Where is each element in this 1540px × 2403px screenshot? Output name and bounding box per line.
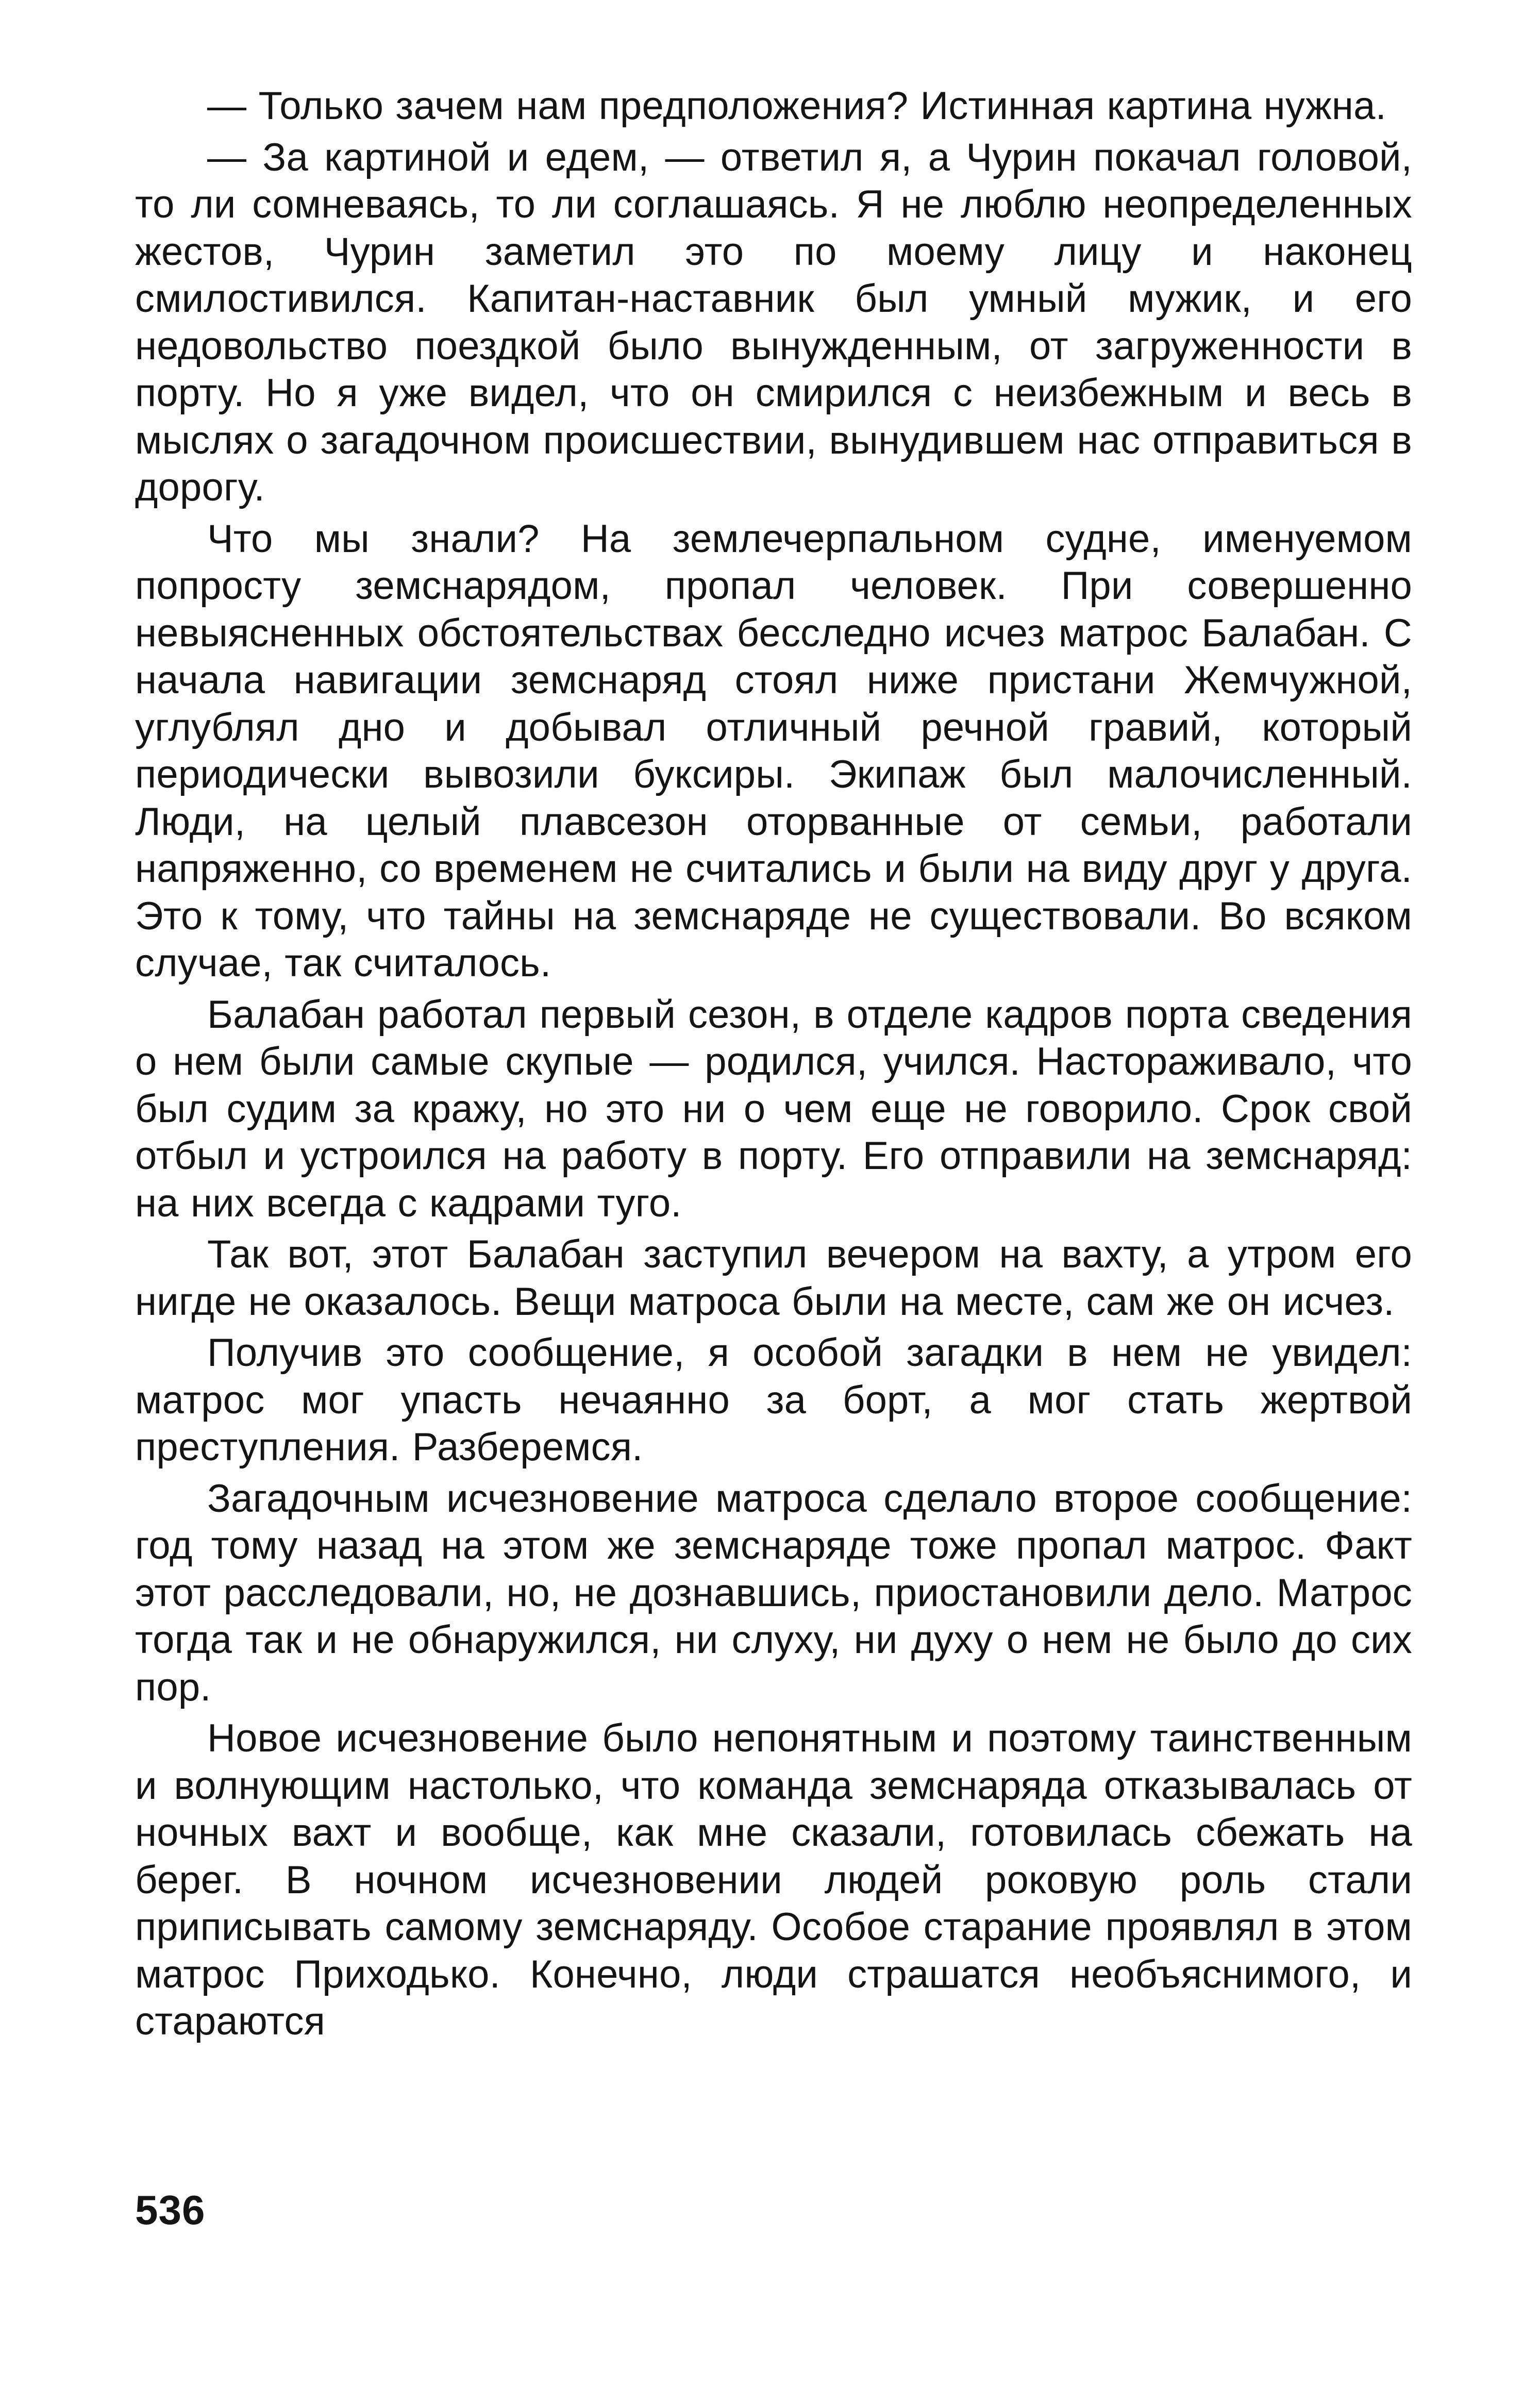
paragraph: Загадочным исчезновение матроса сделало второе сообщение: год тому назад на этом же земснаряде тоже пропал матрос. Факт этот расследовали, но, не дознавшись, приостановили дело. Матрос тогда так и не обнаружился, ни слуху, ни духу о нем не было до сих пор. xyxy=(135,1476,1412,1709)
paragraph: Так вот, этот Балабан заступил вечером на вахту, а утром его нигде не оказалось. Вещи матроса были на месте, сам же он исчез. xyxy=(135,1232,1412,1324)
body-text xyxy=(135,82,1412,2045)
paragraph: — За картиной и едем, — ответил я, а Чурин покачал головой, то ли сомневаясь, то ли соглашаясь. Я не люблю неопределенных жестов, Чурин заметил это по моему лицу и наконец смилостивился. Капитан-наставник был умный мужик, и его недовольство поездкой было вынужденным, от загруженности в порту. Но я уже видел, что он смирился с неизбежным и весь в мыслях о загадочном происшествии, вынудившем нас отправиться в дорогу. xyxy=(135,135,1412,509)
paragraph: Что мы знали? На землечерпальном судне, именуемом попросту земснарядом, пропал человек. При совершенно невыясненных обстоятельствах бесследно исчез матрос Балабан. С начала навигации земснаряд стоял ниже пристани Жемчужной, углублял дно и добывал отличный речной гравий, который периодически вывозили буксиры. Экипаж был малочисленный. Люди, на целый плавсезон оторванные от семьи, работали напряженно, со временем не считались и были на виду друг у друга. Это к тому, что тайны на земснаряде не существовали. Во всяком случае, так считалось. xyxy=(135,516,1412,985)
paragraph: Новое исчезновение было непонятным и поэтому таинственным и волнующим настолько, что команда земснаряда отказывалась от ночных вахт и вообще, как мне сказали, готовилась сбежать на берег. В ночном исчезновении людей роковую роль стали приписывать самому земснаряду. Особое старание проявлял в этом матрос Приходько. Конечно, люди страшатся необъяснимого, и стараются xyxy=(135,1716,1412,2043)
paragraph: — Только зачем нам предположения? Истинная картина нужна. xyxy=(207,84,1386,128)
paragraph: Получив это сообщение, я особой загадки в нем не увидел: матрос мог упасть нечаянно за борт, а мог стать жертвой преступления. Разберемся. xyxy=(135,1331,1412,1469)
page-number: 536 xyxy=(135,2187,206,2233)
paragraph: Балабан работал первый сезон, в отделе кадров порта сведения о нем были самые скупые — родился, учился. Настораживало, что был судим за кражу, но это ни о чем еще не говорило. Срок свой отбыл и устроился на работу в порту. Его отправили на земснаряд: на них всегда с кадрами туго. xyxy=(135,992,1412,1225)
